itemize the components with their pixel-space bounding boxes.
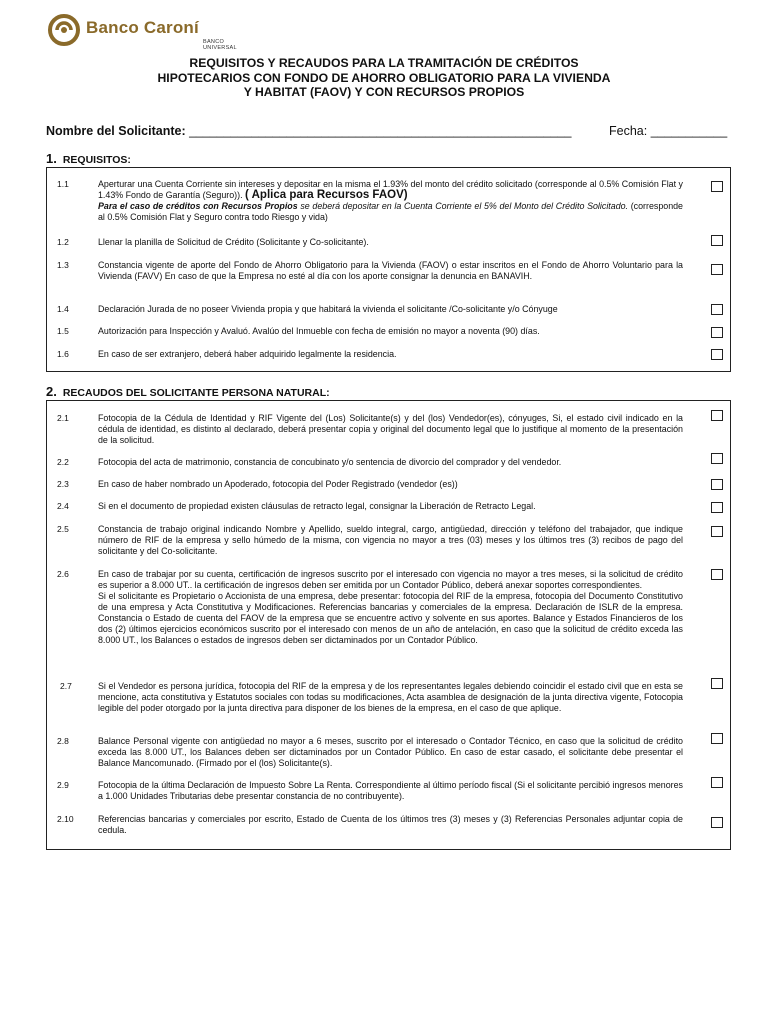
item-text: Balance Personal vigente con antigüedad no mayor a 6 meses, suscrito por el interesado o Contador Técnico, en caso que la solicitud de crédito exceda las 8.000 UT., los Balances deben ser dictaminados por un Contador Público. En caso de estar casado, el solicitante debe presentar el Balance Mancomunado. (Firmado por el (los) Solicitante(s). [98, 736, 683, 768]
item-number: 2.9 [57, 780, 69, 790]
item-number: 2.3 [57, 479, 69, 489]
solicitante-line[interactable]: _______________________________________________________ [189, 124, 572, 138]
item-text: Declaración Jurada de no poseer Vivienda propia y que habitará la vivienda el solicitante /Co-solicitante y/o Cónyuge [98, 304, 558, 314]
item-text: Fotocopia de la última Declaración de Impuesto Sobre La Renta. Correspondiente al último período fiscal (Si el solicitante percibió ingresos menores a 1.000 Unidades Tributarias debe presentar constancia de no contribuyente). [98, 780, 683, 801]
bank-logo-icon [48, 14, 80, 46]
item-number: 1.6 [57, 349, 69, 359]
solicitante-label: Nombre del Solicitante: [46, 124, 186, 138]
checkbox-icon[interactable] [711, 526, 723, 537]
checkbox-icon[interactable] [711, 235, 723, 246]
item-number: 2.1 [57, 413, 69, 423]
recursos-propios-text: se deberá depositar en la Cuenta Corriente el 5% del Monto del Crédito Solicitado. [300, 201, 629, 211]
title-line: HIPOTECARIOS CON FONDO DE AHORRO OBLIGATORIO PARA LA VIVIENDA [157, 70, 611, 85]
fecha-label: Fecha: [609, 124, 648, 138]
checkbox-icon[interactable] [711, 453, 723, 464]
item-text: Fotocopia del acta de matrimonio, constancia de concubinato y/o sentencia de divorcio del comprador y del vendedor. [98, 457, 562, 467]
item-text [98, 179, 683, 223]
bank-logo [48, 14, 258, 51]
section-1-box [46, 167, 731, 372]
section-number: 2. [46, 384, 57, 399]
checkbox-icon[interactable] [711, 181, 723, 192]
document-title [0, 56, 768, 100]
checkbox-icon[interactable] [711, 264, 723, 275]
item-number: 1.5 [57, 326, 69, 336]
bank-subtitle: BANCO UNIVERSAL [203, 39, 237, 51]
checkbox-icon[interactable] [711, 777, 723, 788]
title-line: Y HABITAT (FAOV) Y CON RECURSOS PROPIOS [243, 85, 525, 99]
item-text-part: Aperturar una Cuenta Corriente sin intereses y depositar en la misma el 1.93% del monto del crédito solicitado (corresponde al 0.5% Comisión Flat y 1.43% Fondo de Garantía (Seguro)). [98, 179, 683, 200]
item-number: 2.6 [57, 569, 69, 579]
item-text: En caso de haber nombrado un Apoderado, fotocopia del Poder Registrado (vendedor (es)) [98, 479, 458, 489]
item-number: 1.4 [57, 304, 69, 314]
item-text: Si en el documento de propiedad existen cláusulas de retracto legal, consignar la Liberación de Retracto Legal. [98, 501, 536, 511]
item-number: 2.2 [57, 457, 69, 467]
item-number: 2.7 [60, 681, 72, 691]
checkbox-icon[interactable] [711, 502, 723, 513]
item-number: 1.3 [57, 260, 69, 270]
item-number: 1.1 [57, 179, 69, 189]
title-line: REQUISITOS Y RECAUDOS PARA LA TRAMITACIÓN DE CRÉDITOS [189, 56, 579, 70]
item-text [98, 569, 683, 646]
checkbox-icon[interactable] [711, 569, 723, 580]
bank-name: Banco Caroní [86, 18, 199, 37]
item-number: 1.2 [57, 237, 69, 247]
section-2-box [46, 400, 731, 850]
checkbox-icon[interactable] [711, 479, 723, 490]
item-text: Constancia vigente de aporte del Fondo de Ahorro Obligatorio para la Vivienda (FAOV) o estar inscritos en el Fondo de Ahorro Voluntario para la Vivienda (FAVV) En caso de que la Empresa no esté al día con los aporte consignar la denuncia en BANAVIH. [98, 260, 683, 281]
faov-note: ( Aplica para Recursos FAOV) [245, 189, 408, 201]
item-number: 2.8 [57, 736, 69, 746]
item-number: 2.10 [57, 814, 74, 824]
section-2-heading [46, 384, 330, 399]
checkbox-icon[interactable] [711, 678, 723, 689]
section-1-heading [46, 151, 131, 166]
item-text: Referencias bancarias y comerciales por escrito, Estado de Cuenta de los últimos tres (3) meses y (3) Referencias Personales adjuntar copia de cedula. [98, 814, 683, 835]
item-text-part: Si el solicitante es Propietario o Accionista de una empresa, debe presentar: fotocopia del RIF de la empresa, fotocopia del Documento Constitutivo de una empresa y Acta Constitutiva y Modificaciones. Referencias bancarias y comerciales de la empresa. Declaración de ISLR de la empresa. Constancia o Estado de cuenta del FAOV de la empresa que se encuentre activo y solvente en sus aportes. Balance y Estados Financieros de los dos (2) últimos ejercicios económicos suscrito por el interesado con menos de un año de antelación, en caso que la solicitud de crédito exceda las 8.000 UT., los Balances o estados de ingresos deben ser dictaminados por un Contador Público. [98, 591, 683, 645]
section-title: REQUISITOS: [62, 154, 131, 166]
item-number: 2.5 [57, 524, 69, 534]
checkbox-icon[interactable] [711, 304, 723, 315]
solicitante-field[interactable] [46, 124, 571, 138]
checkbox-icon[interactable] [711, 817, 723, 828]
checkbox-icon[interactable] [711, 733, 723, 744]
section-number: 1. [46, 151, 57, 166]
checkbox-icon[interactable] [711, 410, 723, 421]
recursos-propios-label: Para el caso de créditos con Recursos Propios [98, 201, 298, 211]
recursos-propios-note: (corresponde al 0.5% Comisión Flat y Seguro contra todo Riesgo y vida) [98, 201, 683, 222]
item-text: Fotocopia de la Cédula de Identidad y RIF Vigente del (Los) Solicitante(s) y del (los) Vendedor(es), cónyuges, Si, el estado civil indicado en la cédula de identidad, es distinto al declarado, deberá presentar copia y original del documento legal que lo justifique al momento de la presentación de la solicitud. [98, 413, 683, 445]
fecha-field[interactable] [609, 124, 727, 138]
fecha-line[interactable]: ___________ [650, 124, 728, 138]
item-text-part: En caso de trabajar por su cuenta, certificación de ingresos suscrito por el interesado con vigencia no mayor a tres meses, si la solicitud de crédito es superior a 8.000 UT.. la certificación de ingresos deben ser emitida por un Contador Público, deberá anexar soportes correspondientes. [98, 569, 683, 590]
item-text: Autorización para Inspección y Avaluó. Avalúo del Inmueble con fecha de emisión no mayor a noventa (90) días. [98, 326, 540, 336]
item-text: Constancia de trabajo original indicando Nombre y Apellido, sueldo integral, cargo, antigüedad, dirección y teléfono del trabajador, que indique número de RIF de la empresa y sello húmedo de la misma, con vigencia no mayor a tres (03) meses y los últimos tres (3) recibos de pago del solicitante y del Co-solicitante. [98, 524, 683, 556]
checkbox-icon[interactable] [711, 349, 723, 360]
item-number: 2.4 [57, 501, 69, 511]
item-text: En caso de ser extranjero, deberá haber adquirido legalmente la residencia. [98, 349, 397, 359]
checkbox-icon[interactable] [711, 327, 723, 338]
section-title: RECAUDOS DEL SOLICITANTE PERSONA NATURAL: [62, 387, 330, 399]
item-text: Llenar la planilla de Solicitud de Crédito (Solicitante y Co-solicitante). [98, 237, 369, 247]
item-text: Si el Vendedor es persona jurídica, fotocopia del RIF de la empresa y de los representantes legales debiendo coincidir el estado civil que en esta se mencione, acta constitutiva y Estatutos sociales con todas su modificaciones, Acta asamblea de designación de la junta directiva vigente, Fotocopia legible del poder otorgado por la junta directiva para disponer de los bienes de la empresa, en el caso de que aplique. [98, 681, 683, 713]
